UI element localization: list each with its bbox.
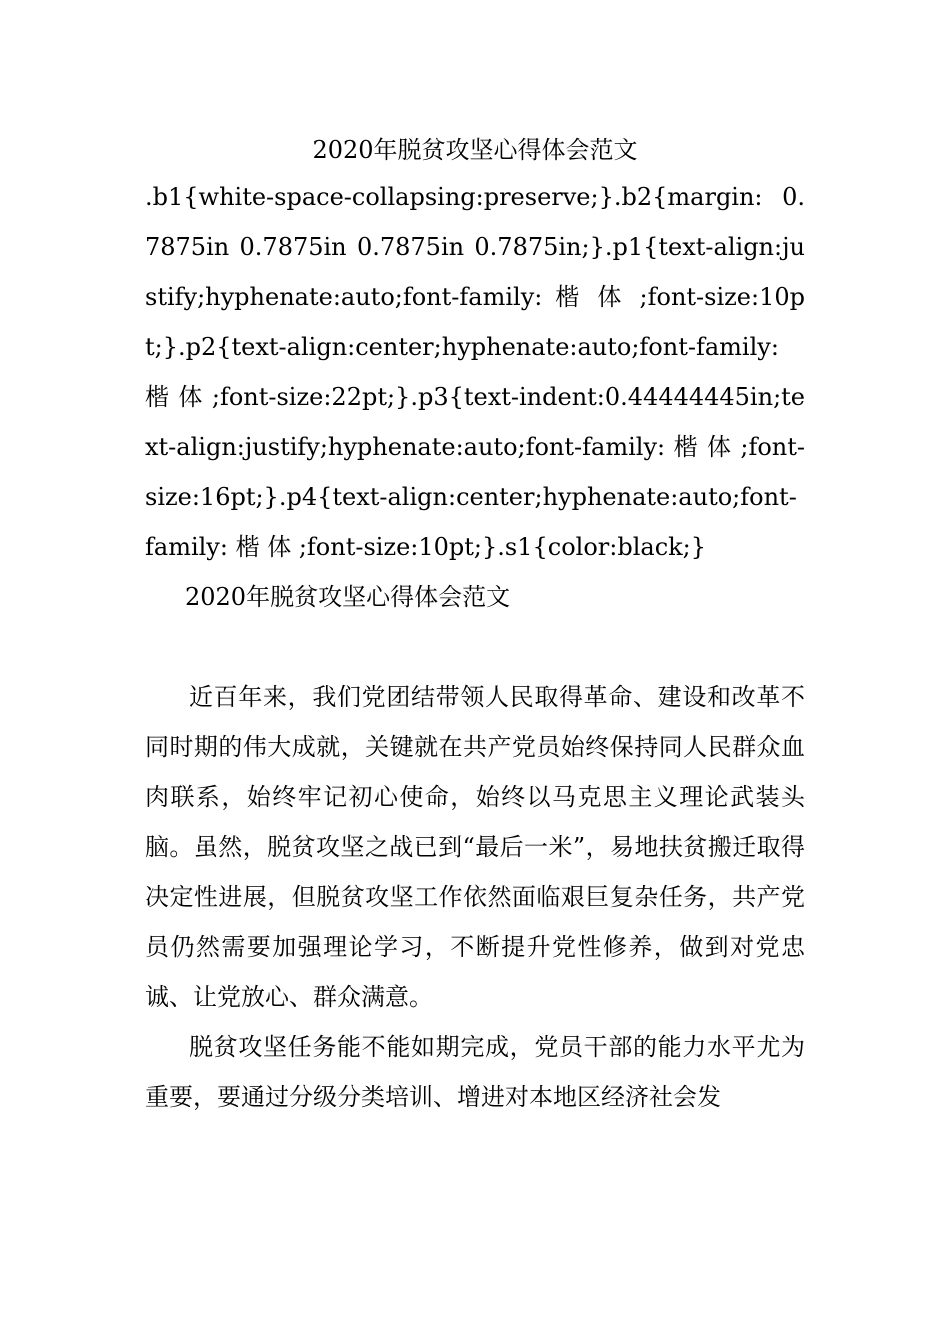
document-subtitle: 2020年脱贫攻坚心得体会范文 [185,583,511,611]
document-title: 2020年脱贫攻坚心得体会范文 [312,136,638,164]
body-paragraph-2: 脱贫攻坚任务能不能如期完成，党员干部的能力水平尤为重要，要通过分级分类培训、增进对本地区经济社会发 [145,1033,805,1111]
blank-line [145,622,805,672]
body-paragraph-1: 近百年来，我们党团结带领人民取得革命、建设和改革不同时期的伟大成就，关键就在共产党员始终保持同人民群众血肉联系，始终牢记初心使命，始终以马克思主义理论武装头脑。虽然，脱贫攻坚之战已到“最后一米”，易地扶贫搬迁取得决定性进展，但脱贫攻坚工作依然面临艰巨复杂任务，共产党员仍然需要加强理论学习，不断提升党性修养，做到对党忠诚、让党放心、群众满意。 [145,683,805,1011]
document-body [145,128,805,1122]
raw-css-text: .b1{white-space-collapsing:preserve;}.b2{margin: 0.7875in 0.7875in 0.7875in 0.7875in;}.p1{text-align:justify;hyphenate:auto;font-family: 楷 体 ;font-size:10pt;}.p2{text-align:center;hyphenate:auto;font-family: 楷 体 ;font-size:22pt;}.p3{text-indent:0.44444445in;text-align:justify;hyphenate:auto;font-family: 楷 体 ;font-size:16pt;}.p4{text-align:center;hyphenate:auto;font-family: 楷 体 ;font-size:10pt;}.s1{color:black;} [145,183,805,561]
